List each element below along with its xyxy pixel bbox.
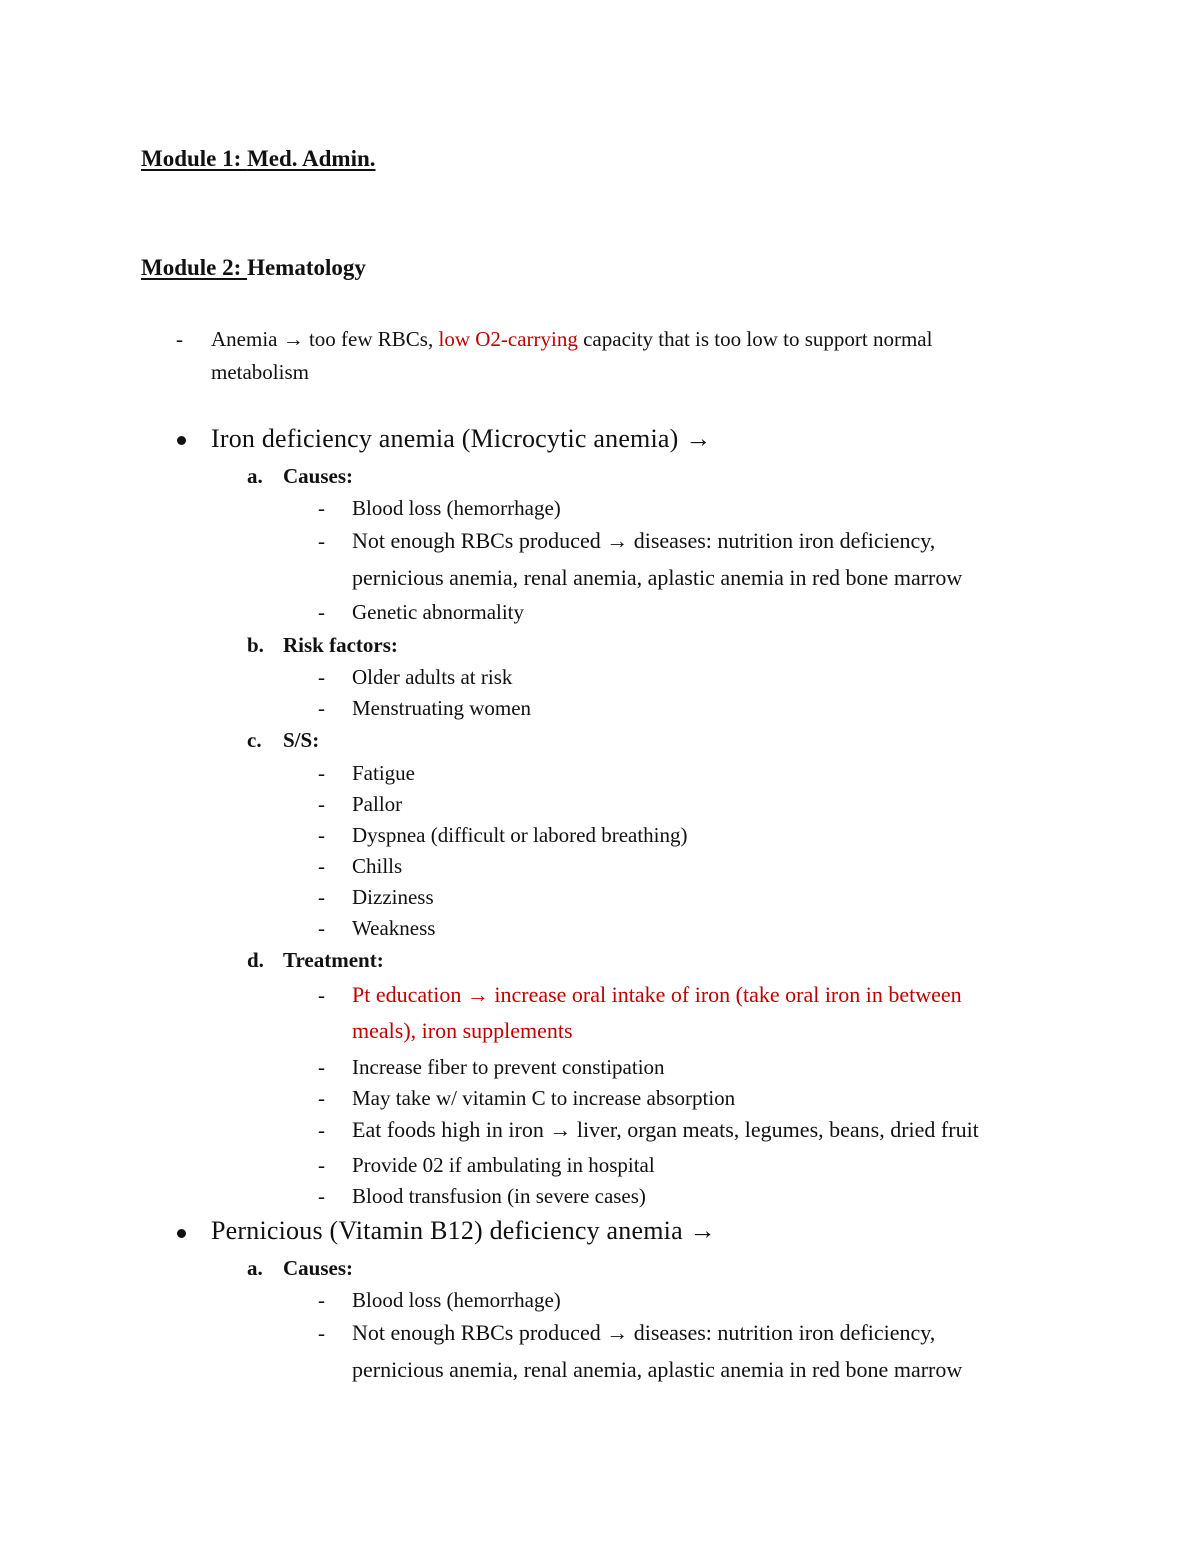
anemia-definition-rest: capacity that is too low to support normal <box>577 327 933 351</box>
list-item: Provide 02 if ambulating in hospital <box>352 1153 655 1177</box>
list-item: Not enough RBCs produced → diseases: nutrition iron deficiency, <box>352 1320 936 1345</box>
anemia-definition-line1 <box>211 329 932 350</box>
dash-marker: - <box>318 1153 325 1177</box>
list-item-continuation: pernicious anemia, renal anemia, aplastic anemia in red bone marrow <box>352 1357 963 1382</box>
bullet-dot <box>177 436 186 445</box>
dash-marker: - <box>318 1086 325 1110</box>
list-item: Weakness <box>352 916 436 940</box>
module-1-heading <box>141 147 376 170</box>
risk-label: Risk factors: <box>283 633 398 657</box>
list-item: Chills <box>352 854 403 878</box>
dash-marker: - <box>318 665 325 689</box>
dash-marker: - <box>176 327 183 351</box>
anemia-definition-highlight: low O2-carrying <box>438 327 578 351</box>
treatment-highlight-line2: meals), iron supplements <box>352 1018 573 1043</box>
risk-marker: b. <box>247 633 264 657</box>
list-item: Blood transfusion (in severe cases) <box>352 1184 646 1208</box>
dash-marker: - <box>318 529 325 553</box>
dash-marker: - <box>318 761 325 785</box>
ss-marker: c. <box>247 728 262 752</box>
module-1-title: Med. Admin. <box>247 146 376 171</box>
dash-marker: - <box>318 1055 325 1079</box>
treatment-highlight-line1: Pt education → increase oral intake of iron (take oral iron in between <box>352 982 962 1007</box>
list-item: May take w/ vitamin C to increase absorption <box>352 1086 736 1110</box>
list-item: Older adults at risk <box>352 665 513 689</box>
section-2-title: Pernicious (Vitamin B12) deficiency anemia → <box>211 1216 716 1245</box>
causes-label: Causes: <box>283 1256 354 1280</box>
anemia-definition-line2: metabolism <box>211 360 309 384</box>
list-item: Menstruating women <box>352 696 532 720</box>
list-item: Not enough RBCs produced → diseases: nutrition iron deficiency, <box>352 528 936 553</box>
module-2-title: Hematology <box>247 255 366 280</box>
ss-label: S/S: <box>283 728 320 752</box>
treatment-label: Treatment: <box>283 948 384 972</box>
list-item: Genetic abnormality <box>352 600 525 624</box>
dash-marker: - <box>318 885 325 909</box>
list-item: Pallor <box>352 792 403 816</box>
section-1-title: Iron deficiency anemia (Microcytic anemia) → <box>211 424 712 453</box>
dash-marker: - <box>318 792 325 816</box>
dash-marker: - <box>318 983 325 1007</box>
dash-marker: - <box>318 1184 325 1208</box>
list-item-continuation: pernicious anemia, renal anemia, aplastic anemia in red bone marrow <box>352 565 963 590</box>
bullet-dot <box>177 1229 186 1238</box>
dash-marker: - <box>318 1321 325 1345</box>
module-1-label: Module 1: <box>141 146 248 171</box>
treatment-marker: d. <box>247 948 264 972</box>
causes-label: Causes: <box>283 464 354 488</box>
dash-marker: - <box>318 916 325 940</box>
causes-marker: a. <box>247 1256 263 1280</box>
list-item: Dizziness <box>352 885 434 909</box>
causes-marker: a. <box>247 464 263 488</box>
list-item: Increase fiber to prevent constipation <box>352 1055 665 1079</box>
list-item: Eat foods high in iron → liver, organ meats, legumes, beans, dried fruit <box>352 1117 979 1142</box>
module-2-label: Module 2: <box>141 255 248 280</box>
anemia-definition-lead: Anemia → too few RBCs, <box>211 327 439 351</box>
dash-marker: - <box>318 1288 325 1312</box>
list-item: Blood loss (hemorrhage) <box>352 496 561 520</box>
dash-marker: - <box>318 600 325 624</box>
dash-marker: - <box>318 496 325 520</box>
list-item: Dyspnea (difficult or labored breathing) <box>352 823 688 847</box>
dash-marker: - <box>318 823 325 847</box>
list-item: Fatigue <box>352 761 415 785</box>
list-item: Blood loss (hemorrhage) <box>352 1288 561 1312</box>
module-2-heading <box>141 256 366 279</box>
dash-marker: - <box>318 1118 325 1142</box>
dash-marker: - <box>318 696 325 720</box>
dash-marker: - <box>318 854 325 878</box>
